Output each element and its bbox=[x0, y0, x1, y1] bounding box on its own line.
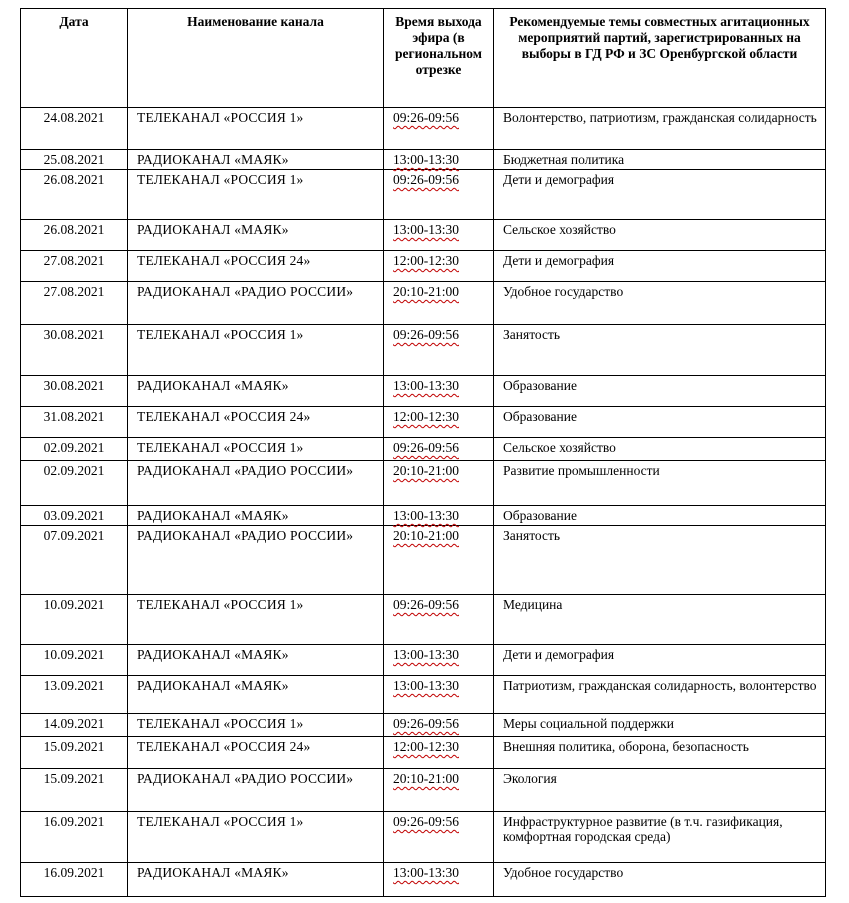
date-cell: 27.08.2021 bbox=[21, 251, 128, 282]
time-text: 13:00-13:30 bbox=[393, 222, 459, 237]
time-cell bbox=[384, 812, 494, 863]
date-cell: 26.08.2021 bbox=[21, 220, 128, 251]
time-cell bbox=[384, 863, 494, 897]
topic-cell: Удобное государство bbox=[494, 282, 826, 325]
date-cell: 15.09.2021 bbox=[21, 737, 128, 769]
topic-cell: Образование bbox=[494, 407, 826, 438]
channel-cell: РАДИОКАНАЛ «МАЯК» bbox=[128, 376, 384, 407]
time-cell bbox=[384, 461, 494, 506]
date-cell: 16.09.2021 bbox=[21, 812, 128, 863]
date-cell: 10.09.2021 bbox=[21, 595, 128, 645]
table-row bbox=[21, 506, 826, 526]
table-row bbox=[21, 645, 826, 676]
date-cell: 16.09.2021 bbox=[21, 863, 128, 897]
time-text: 20:10-21:00 bbox=[393, 528, 459, 543]
table-row bbox=[21, 769, 826, 812]
table-row bbox=[21, 150, 826, 170]
date-cell: 07.09.2021 bbox=[21, 526, 128, 595]
date-cell: 30.08.2021 bbox=[21, 325, 128, 376]
topic-cell: Развитие промышленности bbox=[494, 461, 826, 506]
time-text: 09:26-09:56 bbox=[393, 110, 459, 125]
date-cell: 25.08.2021 bbox=[21, 150, 128, 170]
time-cell bbox=[384, 325, 494, 376]
topic-cell: Меры социальной поддержки bbox=[494, 714, 826, 737]
table-row bbox=[21, 461, 826, 506]
time-cell bbox=[384, 407, 494, 438]
time-text: 09:26-09:56 bbox=[393, 327, 459, 342]
time-text: 20:10-21:00 bbox=[393, 463, 459, 478]
topic-cell: Дети и демография bbox=[494, 251, 826, 282]
topic-cell: Удобное государство bbox=[494, 863, 826, 897]
table-body bbox=[21, 108, 826, 897]
channel-cell: ТЕЛЕКАНАЛ «РОССИЯ 24» bbox=[128, 251, 384, 282]
topic-cell: Инфраструктурное развитие (в т.ч. газификация, комфортная городская среда) bbox=[494, 812, 826, 863]
channel-cell: ТЕЛЕКАНАЛ «РОССИЯ 1» bbox=[128, 438, 384, 461]
channel-cell: РАДИОКАНАЛ «МАЯК» bbox=[128, 220, 384, 251]
channel-cell: ТЕЛЕКАНАЛ «РОССИЯ 1» bbox=[128, 714, 384, 737]
channel-cell: РАДИОКАНАЛ «РАДИО РОССИИ» bbox=[128, 282, 384, 325]
table-row bbox=[21, 812, 826, 863]
date-cell: 26.08.2021 bbox=[21, 170, 128, 220]
date-cell: 24.08.2021 bbox=[21, 108, 128, 150]
header-time: Время выхода эфира (в региональном отрезке bbox=[384, 9, 494, 108]
channel-cell: РАДИОКАНАЛ «МАЯК» bbox=[128, 645, 384, 676]
topic-cell: Образование bbox=[494, 376, 826, 407]
date-cell: 02.09.2021 bbox=[21, 461, 128, 506]
topic-cell: Образование bbox=[494, 506, 826, 526]
time-cell bbox=[384, 595, 494, 645]
date-cell: 03.09.2021 bbox=[21, 506, 128, 526]
time-text: 09:26-09:56 bbox=[393, 440, 459, 455]
table-row bbox=[21, 170, 826, 220]
time-cell bbox=[384, 737, 494, 769]
table-row bbox=[21, 108, 826, 150]
time-cell bbox=[384, 645, 494, 676]
channel-cell: ТЕЛЕКАНАЛ «РОССИЯ 24» bbox=[128, 737, 384, 769]
time-text: 09:26-09:56 bbox=[393, 814, 459, 829]
table-row bbox=[21, 438, 826, 461]
channel-cell: РАДИОКАНАЛ «РАДИО РОССИИ» bbox=[128, 769, 384, 812]
channel-cell: ТЕЛЕКАНАЛ «РОССИЯ 1» bbox=[128, 108, 384, 150]
time-cell bbox=[384, 526, 494, 595]
topic-cell: Внешняя политика, оборона, безопасность bbox=[494, 737, 826, 769]
date-cell: 14.09.2021 bbox=[21, 714, 128, 737]
table-row bbox=[21, 282, 826, 325]
time-cell bbox=[384, 376, 494, 407]
table-row bbox=[21, 676, 826, 714]
date-cell: 31.08.2021 bbox=[21, 407, 128, 438]
topic-cell: Экология bbox=[494, 769, 826, 812]
table-row bbox=[21, 863, 826, 897]
time-cell bbox=[384, 251, 494, 282]
time-text: 12:00-12:30 bbox=[393, 739, 459, 754]
date-cell: 15.09.2021 bbox=[21, 769, 128, 812]
topic-cell: Медицина bbox=[494, 595, 826, 645]
channel-cell: РАДИОКАНАЛ «РАДИО РОССИИ» bbox=[128, 461, 384, 506]
channel-cell: ТЕЛЕКАНАЛ «РОССИЯ 1» bbox=[128, 325, 384, 376]
time-cell bbox=[384, 282, 494, 325]
table-row bbox=[21, 526, 826, 595]
time-cell bbox=[384, 170, 494, 220]
time-text: 13:00-13:30 bbox=[393, 865, 459, 880]
topic-cell: Дети и демография bbox=[494, 170, 826, 220]
date-cell: 10.09.2021 bbox=[21, 645, 128, 676]
time-text: 20:10-21:00 bbox=[393, 771, 459, 786]
broadcast-schedule-table bbox=[20, 8, 826, 897]
topic-cell: Занятость bbox=[494, 526, 826, 595]
time-text: 09:26-09:56 bbox=[393, 716, 459, 731]
time-text: 13:00-13:30 bbox=[393, 508, 459, 523]
channel-cell: РАДИОКАНАЛ «МАЯК» bbox=[128, 150, 384, 170]
time-text: 13:00-13:30 bbox=[393, 647, 459, 662]
table-row bbox=[21, 220, 826, 251]
time-text: 12:00-12:30 bbox=[393, 409, 459, 424]
table-row bbox=[21, 595, 826, 645]
time-cell bbox=[384, 676, 494, 714]
topic-cell: Бюджетная политика bbox=[494, 150, 826, 170]
time-text: 13:00-13:30 bbox=[393, 152, 459, 167]
table-header-row bbox=[21, 9, 826, 108]
table-row bbox=[21, 407, 826, 438]
channel-cell: РАДИОКАНАЛ «МАЯК» bbox=[128, 863, 384, 897]
channel-cell: ТЕЛЕКАНАЛ «РОССИЯ 1» bbox=[128, 812, 384, 863]
time-cell bbox=[384, 150, 494, 170]
time-text: 09:26-09:56 bbox=[393, 172, 459, 187]
topic-cell: Занятость bbox=[494, 325, 826, 376]
table-row bbox=[21, 714, 826, 737]
header-topic: Рекомендуемые темы совместных агитационных мероприятий партий, зарегистрированных на выборы в ГД РФ и ЗС Оренбургской области bbox=[494, 9, 826, 108]
time-cell bbox=[384, 220, 494, 251]
time-text: 13:00-13:30 bbox=[393, 378, 459, 393]
time-cell bbox=[384, 714, 494, 737]
topic-cell: Сельское хозяйство bbox=[494, 220, 826, 251]
topic-cell: Сельское хозяйство bbox=[494, 438, 826, 461]
table-row bbox=[21, 325, 826, 376]
channel-cell: РАДИОКАНАЛ «РАДИО РОССИИ» bbox=[128, 526, 384, 595]
topic-cell: Патриотизм, гражданская солидарность, волонтерство bbox=[494, 676, 826, 714]
date-cell: 27.08.2021 bbox=[21, 282, 128, 325]
channel-cell: РАДИОКАНАЛ «МАЯК» bbox=[128, 676, 384, 714]
table-row bbox=[21, 251, 826, 282]
header-channel: Наименование канала bbox=[128, 9, 384, 108]
time-text: 20:10-21:00 bbox=[393, 284, 459, 299]
date-cell: 30.08.2021 bbox=[21, 376, 128, 407]
channel-cell: ТЕЛЕКАНАЛ «РОССИЯ 1» bbox=[128, 170, 384, 220]
topic-cell: Дети и демография bbox=[494, 645, 826, 676]
time-cell bbox=[384, 769, 494, 812]
table-row bbox=[21, 376, 826, 407]
table-row bbox=[21, 737, 826, 769]
time-text: 09:26-09:56 bbox=[393, 597, 459, 612]
time-text: 12:00-12:30 bbox=[393, 253, 459, 268]
header-date: Дата bbox=[21, 9, 128, 108]
date-cell: 13.09.2021 bbox=[21, 676, 128, 714]
time-cell bbox=[384, 438, 494, 461]
topic-cell: Волонтерство, патриотизм, гражданская солидарность bbox=[494, 108, 826, 150]
channel-cell: ТЕЛЕКАНАЛ «РОССИЯ 24» bbox=[128, 407, 384, 438]
date-cell: 02.09.2021 bbox=[21, 438, 128, 461]
time-text: 13:00-13:30 bbox=[393, 678, 459, 693]
time-cell bbox=[384, 506, 494, 526]
time-cell bbox=[384, 108, 494, 150]
channel-cell: РАДИОКАНАЛ «МАЯК» bbox=[128, 506, 384, 526]
channel-cell: ТЕЛЕКАНАЛ «РОССИЯ 1» bbox=[128, 595, 384, 645]
